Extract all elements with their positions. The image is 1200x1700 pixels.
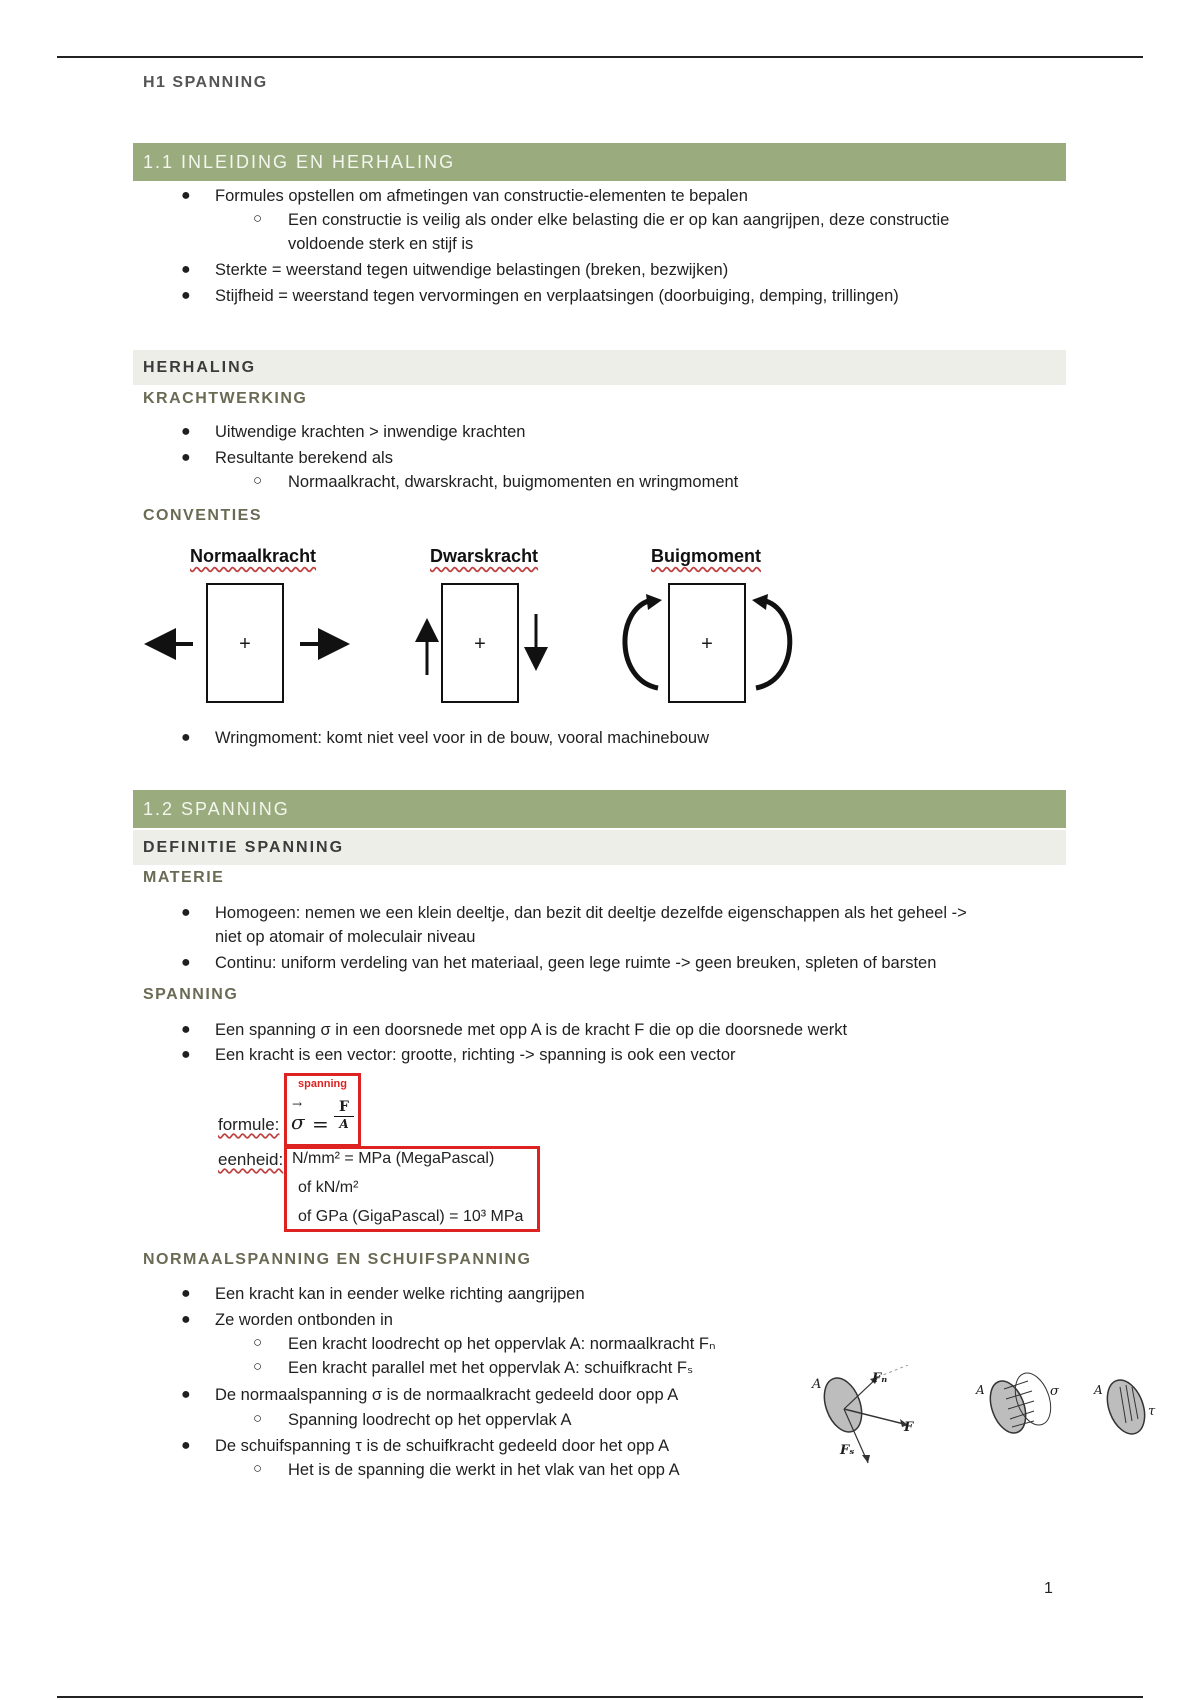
vector-arrow-icon: → bbox=[292, 1097, 303, 1111]
list-item: ○ Normaalkracht, dwarskracht, buigmomenten en wringmoment bbox=[288, 470, 1058, 494]
list-item: ● Uitwendige krachten > inwendige krachten bbox=[215, 420, 1065, 444]
bullet-icon: ● bbox=[181, 729, 191, 746]
list-item: ● Een spanning σ in een doorsnede met opp A is de kracht F die op die doorsnede werkt bbox=[215, 1018, 1065, 1042]
document-title: H1 SPANNING bbox=[143, 74, 268, 91]
circle-bullet-icon: ○ bbox=[253, 1334, 263, 1351]
list-item: ○ Een constructie is veilig als onder elke belasting die er op kan aangrijpen, deze constructie bbox=[288, 208, 1058, 232]
list-item: ● De schuifspanning τ is de schuifkracht gedeeld door het opp A bbox=[215, 1434, 775, 1458]
convention-arrows-icon bbox=[0, 580, 1200, 700]
list-item: ● Een kracht kan in eender welke richting aangrijpen bbox=[215, 1282, 775, 1306]
formule-label: formule: bbox=[218, 1115, 280, 1134]
fig-label-sigma: σ bbox=[1050, 1384, 1059, 1399]
bullet-icon: ● bbox=[181, 1437, 191, 1454]
circle-bullet-icon: ○ bbox=[253, 1460, 263, 1477]
unit-line: of GPa (GigaPascal) = 10³ MPa bbox=[298, 1208, 524, 1225]
list-item: ● Een kracht is een vector: grootte, richting -> spanning is ook een vector bbox=[215, 1043, 1065, 1067]
formula-fraction bbox=[334, 1098, 354, 1131]
dwarskracht-element: + bbox=[441, 583, 519, 703]
bullet-icon: ● bbox=[181, 287, 191, 304]
label-normaalkracht: Normaalkracht bbox=[190, 546, 317, 566]
formula-tag: spanning bbox=[298, 1078, 347, 1090]
formula-box bbox=[284, 1073, 361, 1147]
bullet-icon: ● bbox=[181, 261, 191, 278]
bullet-icon: ● bbox=[181, 1021, 191, 1038]
list-item: ● Sterkte = weerstand tegen uitwendige belastingen (breken, bezwijken) bbox=[215, 258, 1065, 282]
heading-normaalspanning: NORMAALSPANNING EN SCHUIFSPANNING bbox=[143, 1251, 532, 1268]
list-item: ○ Spanning loodrecht op het oppervlak A bbox=[288, 1408, 788, 1432]
bottom-rule bbox=[57, 1696, 1143, 1698]
list-item: ● Continu: uniform verdeling van het materiaal, geen lege ruimte -> geen breuken, spleten of barsten bbox=[215, 951, 1065, 975]
section-heading-inleiding: 1.1 INLEIDING EN HERHALING bbox=[133, 143, 1066, 181]
fig-label-Fs: Fₛ bbox=[840, 1443, 855, 1458]
subheading-definitie: DEFINITIE SPANNING bbox=[133, 830, 1066, 865]
list-item: ○ Een kracht parallel met het oppervlak A: schuifkracht Fₛ bbox=[288, 1356, 788, 1380]
list-item: ○ Het is de spanning die werkt in het vlak van het opp A bbox=[288, 1458, 788, 1482]
buigmoment-element: + bbox=[668, 583, 746, 703]
bullet-icon: ● bbox=[181, 1386, 191, 1403]
section-heading-spanning: 1.2 SPANNING bbox=[133, 790, 1066, 828]
list-item: ● Wringmoment: komt niet veel voor in de bouw, vooral machinebouw bbox=[215, 726, 1065, 750]
fig-label-A: A bbox=[976, 1383, 985, 1397]
unit-line: N/mm² = MPa (MegaPascal) bbox=[292, 1150, 495, 1167]
bullet-icon: ● bbox=[181, 954, 191, 971]
list-item: ● Ze worden ontbonden in bbox=[215, 1308, 775, 1332]
list-item-continued: voldoende sterk en stijf is bbox=[288, 235, 474, 253]
heading-spanning: SPANNING bbox=[143, 986, 239, 1003]
heading-krachtwerking: KRACHTWERKING bbox=[143, 390, 308, 407]
formula-equals: = bbox=[312, 1112, 329, 1136]
fig-label-tau: τ bbox=[1148, 1404, 1156, 1419]
page-number: 1 bbox=[1044, 1580, 1053, 1597]
label-dwarskracht: Dwarskracht bbox=[430, 546, 539, 566]
fig-label-Fn: Fₙ bbox=[872, 1371, 888, 1386]
list-item: ● Homogeen: nemen we een klein deeltje, dan bezit dit deeltje dezelfde eigenschappen als het geheel -> bbox=[215, 901, 1065, 925]
bullet-icon: ● bbox=[181, 904, 191, 921]
circle-bullet-icon: ○ bbox=[253, 472, 263, 489]
eenheid-label: eenheid: bbox=[218, 1150, 284, 1169]
list-item: ○ Een kracht loodrecht op het oppervlak A: normaalkracht Fₙ bbox=[288, 1332, 788, 1356]
bullet-icon: ● bbox=[181, 1311, 191, 1328]
bullet-icon: ● bbox=[181, 1046, 191, 1063]
unit-line: of kN/m² bbox=[298, 1179, 359, 1196]
fig-label-F: F bbox=[904, 1420, 914, 1435]
bullet-icon: ● bbox=[181, 423, 191, 440]
list-item: ● Formules opstellen om afmetingen van constructie-elementen te bepalen bbox=[215, 184, 1065, 208]
circle-bullet-icon: ○ bbox=[253, 210, 263, 227]
subheading-herhaling: HERHALING bbox=[133, 350, 1066, 385]
fig-label-A: A bbox=[1094, 1383, 1103, 1397]
heading-materie: MATERIE bbox=[143, 869, 225, 886]
fraction-numerator: F bbox=[334, 1098, 354, 1117]
fig-label-A: A bbox=[812, 1377, 822, 1392]
top-rule bbox=[57, 56, 1143, 58]
list-item-continued: niet op atomair of moleculair niveau bbox=[215, 928, 476, 946]
normaalkracht-element: + bbox=[206, 583, 284, 703]
bullet-icon: ● bbox=[181, 1285, 191, 1302]
list-item: ● Resultante berekend als bbox=[215, 446, 1065, 470]
circle-bullet-icon: ○ bbox=[253, 1358, 263, 1375]
list-item: ● Stijfheid = weerstand tegen vervormingen en verplaatsingen (doorbuiging, demping, trillingen) bbox=[215, 284, 1065, 308]
label-buigmoment: Buigmoment bbox=[651, 546, 761, 566]
formula-sigma: σ → bbox=[291, 1097, 305, 1134]
list-item: ● De normaalspanning σ is de normaalkracht gedeeld door opp A bbox=[215, 1383, 775, 1407]
circle-bullet-icon: ○ bbox=[253, 1410, 263, 1427]
stress-decomposition-figure bbox=[808, 1365, 1168, 1485]
fraction-denominator: A bbox=[339, 1117, 349, 1131]
bullet-icon: ● bbox=[181, 449, 191, 466]
bullet-icon: ● bbox=[181, 187, 191, 204]
heading-conventies: CONVENTIES bbox=[143, 507, 263, 524]
